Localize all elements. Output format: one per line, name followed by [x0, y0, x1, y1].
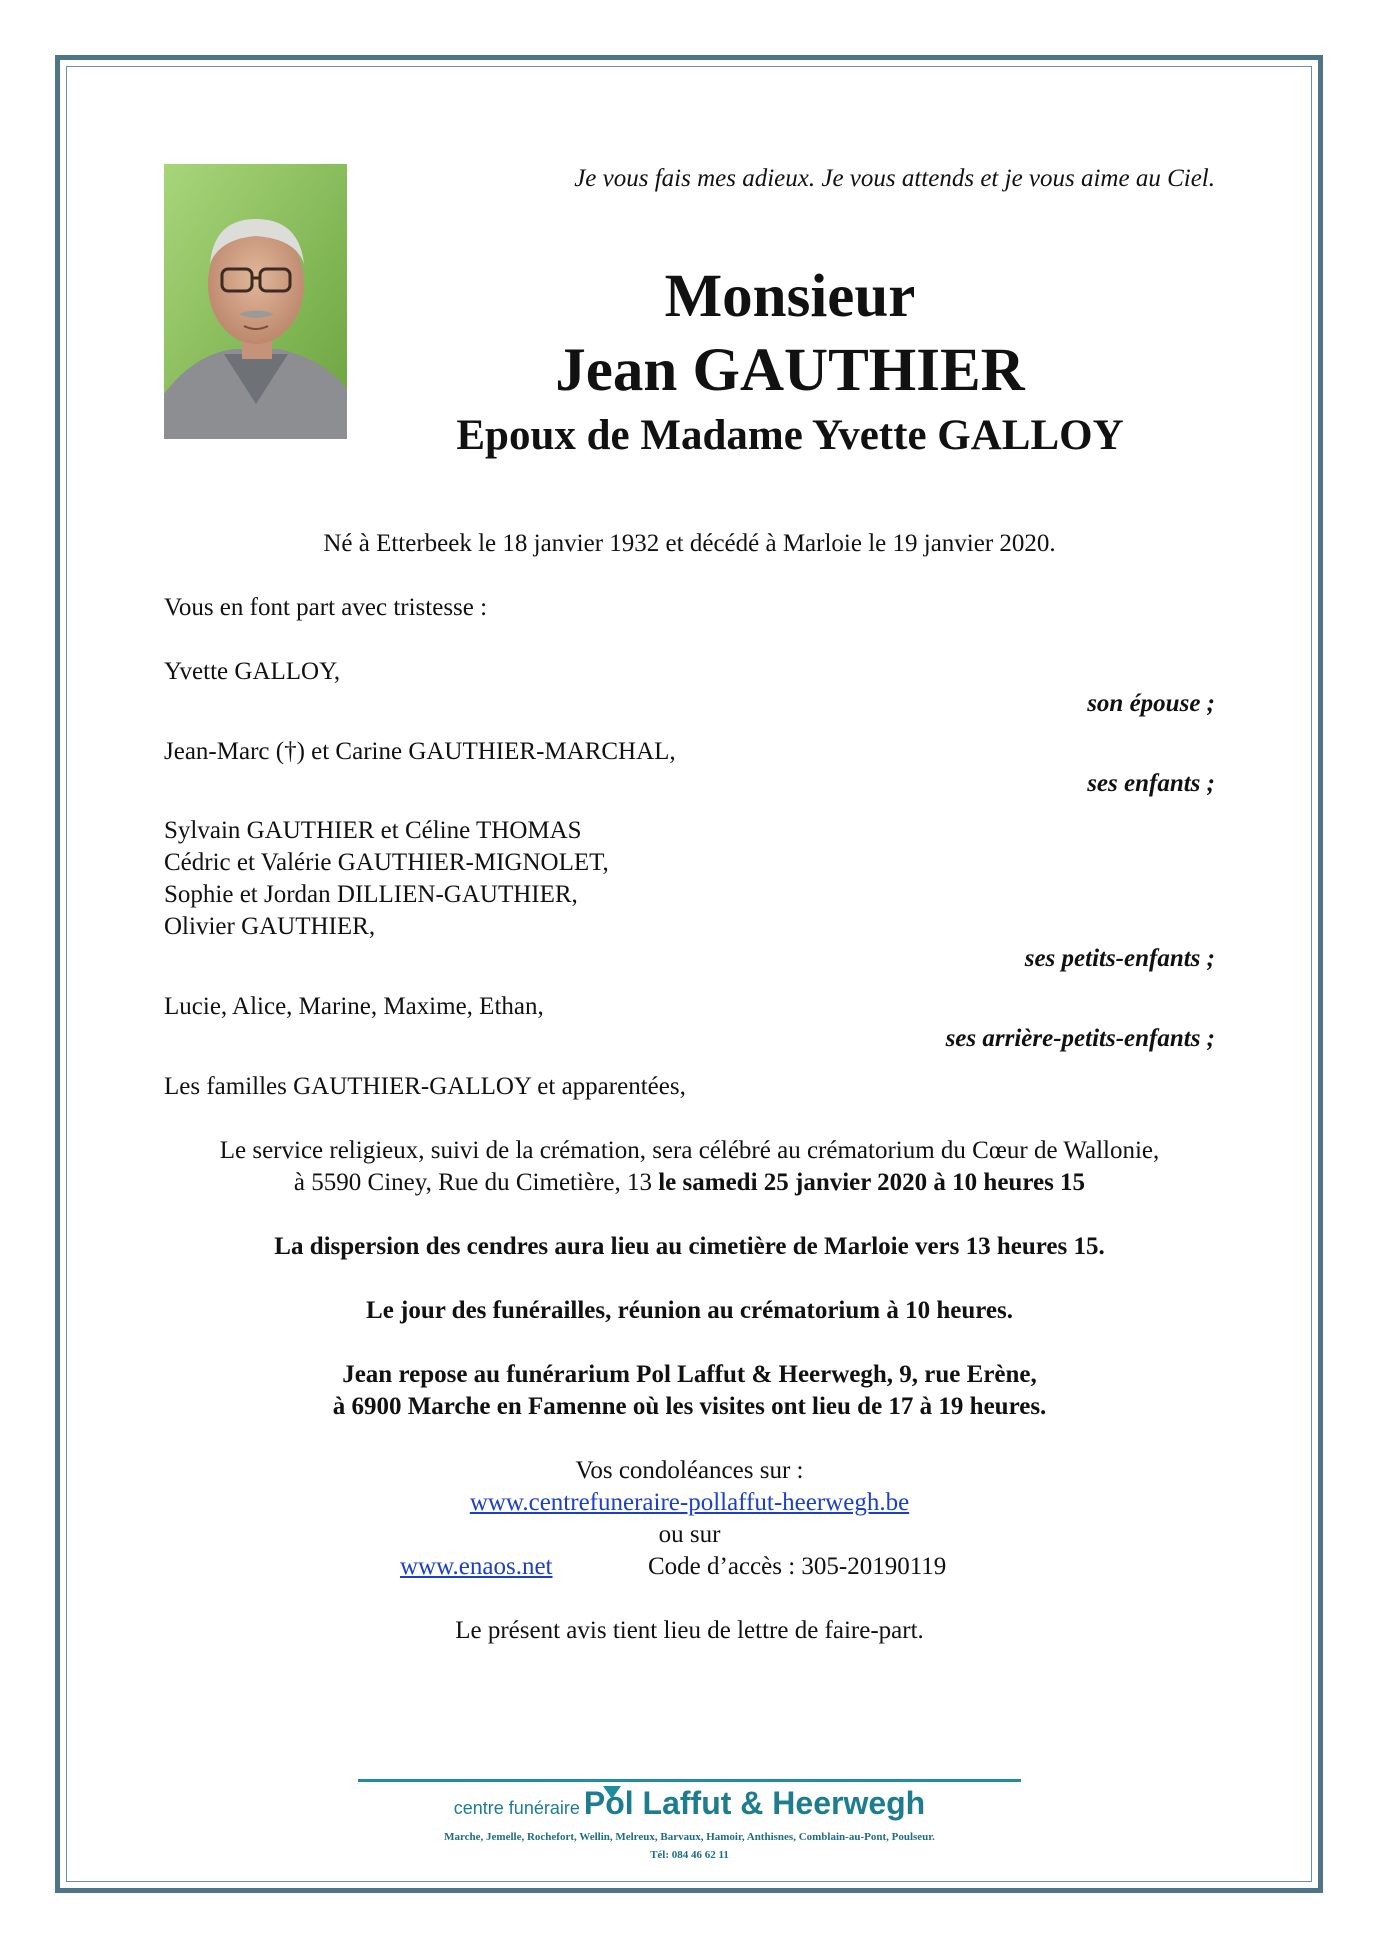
- condolences-label: Vos condoléances sur :: [575, 1457, 804, 1484]
- rest-line-1: Jean repose au funérarium Pol Laffut & Heerwegh, 9, rue Erène,: [342, 1361, 1037, 1388]
- logo-line: [358, 1779, 1021, 1782]
- children-role: ses enfants ;: [1087, 770, 1215, 797]
- quote: Je vous fais mes adieux. Je vous attends et je vous aime au Ciel.: [574, 165, 1215, 192]
- condolences-or: ou sur: [658, 1521, 721, 1548]
- condolences-link-1[interactable]: www.centrefuneraire-pollaffut-heerwegh.be: [469, 1489, 910, 1516]
- logo-tel: Tél: 084 46 62 11: [650, 1849, 729, 1861]
- condolences-link-2-row: [400, 1552, 553, 1582]
- grandchild-1: Sylvain GAUTHIER et Céline THOMAS: [164, 817, 582, 844]
- condolences-link-row: [164, 1488, 1215, 1518]
- meeting: Le jour des funérailles, réunion au crématorium à 10 heures.: [366, 1297, 1013, 1324]
- portrait-photo: [164, 164, 347, 439]
- families: Les familles GAUTHIER-GALLOY et apparentées,: [164, 1073, 686, 1100]
- children-name: Jean-Marc (†) et Carine GAUTHIER-MARCHAL,: [164, 738, 676, 765]
- logo: [358, 1785, 1021, 1822]
- service-date: le samedi 25 janvier 2020 à 10 heures 15: [658, 1169, 1086, 1196]
- birth-death: Né à Etterbeek le 18 janvier 1932 et décédé à Marloie le 19 janvier 2020.: [323, 530, 1056, 557]
- footer-note: Le présent avis tient lieu de lettre de faire-part.: [455, 1617, 924, 1644]
- grandchild-4: Olivier GAUTHIER,: [164, 913, 376, 940]
- great-grandchildren-role: ses arrière-petits-enfants ;: [945, 1025, 1215, 1052]
- grandchild-2: Cédric et Valérie GAUTHIER-MIGNOLET,: [164, 849, 609, 876]
- grandchildren-role: ses petits-enfants ;: [1024, 945, 1215, 972]
- condolences-link-2[interactable]: www.enaos.net: [400, 1553, 553, 1580]
- rest-line-2: à 6900 Marche en Famenne où les visites ont lieu de 17 à 19 heures.: [332, 1393, 1047, 1420]
- service-line-1: Le service religieux, suivi de la crémation, sera célébré au crématorium du Cœur de Wallonie,: [219, 1137, 1160, 1164]
- service-location: à 5590 Ciney, Rue du Cimetière, 13: [293, 1169, 659, 1196]
- title-name: Jean GAUTHIER: [555, 337, 1025, 404]
- dispersion: La dispersion des cendres aura lieu au cimetière de Marloie vers 13 heures 15.: [274, 1233, 1105, 1260]
- access-code: Code d’accès : 305-20190119: [648, 1553, 947, 1580]
- service-line-2: [164, 1168, 1215, 1198]
- title-monsieur: Monsieur: [664, 263, 916, 330]
- intro: Vous en font part avec tristesse :: [164, 594, 488, 621]
- logo-big-text: Pol Laffut & Heerwegh: [583, 1785, 926, 1821]
- grandchild-3: Sophie et Jordan DILLIEN-GAUTHIER,: [164, 881, 578, 908]
- great-grandchildren: Lucie, Alice, Marine, Maxime, Ethan,: [164, 993, 544, 1020]
- spouse-role: son épouse ;: [1087, 690, 1215, 717]
- logo-small-text: centre funéraire: [453, 1798, 580, 1818]
- title-spouse: Epoux de Madame Yvette GALLOY: [456, 412, 1124, 459]
- logo-towns: Marche, Jemelle, Rochefort, Wellin, Melreux, Barvaux, Hamoir, Anthisnes, Comblain-au-Pont, Poulseur.: [444, 1831, 935, 1843]
- spouse-name: Yvette GALLOY,: [164, 658, 341, 685]
